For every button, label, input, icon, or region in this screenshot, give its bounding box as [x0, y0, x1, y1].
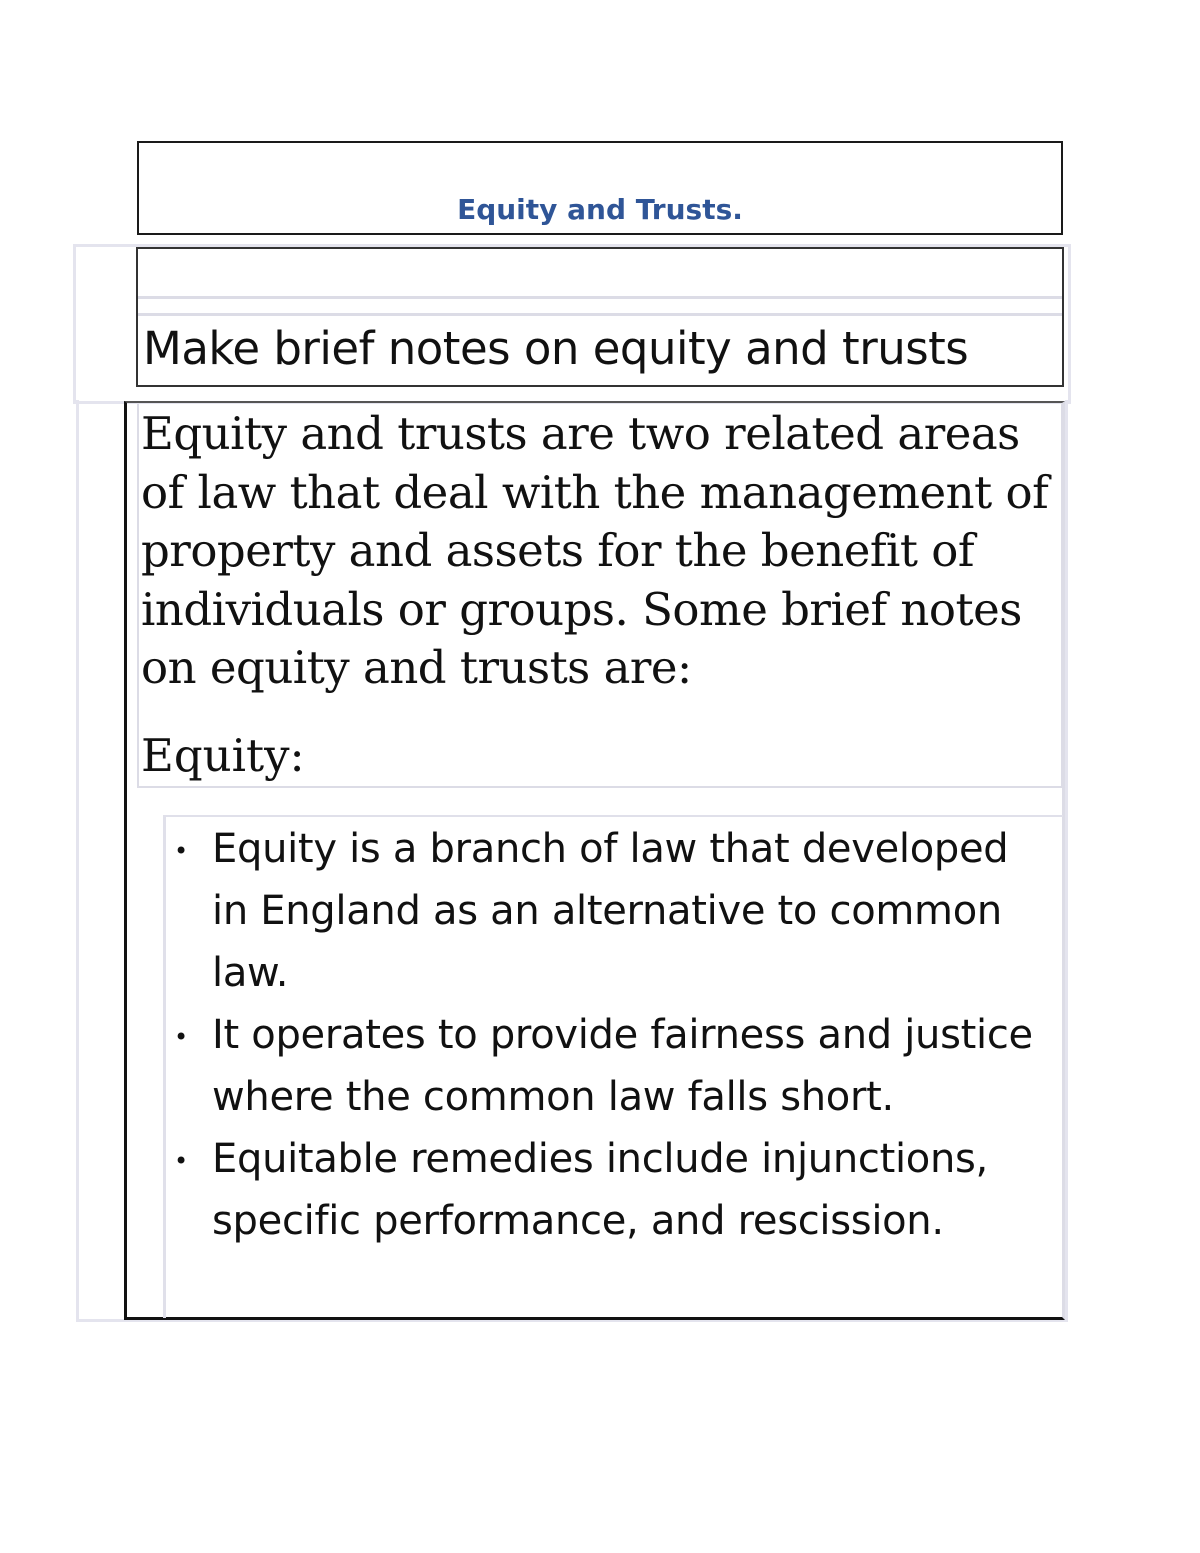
list-item	[166, 818, 1056, 1004]
bullet-icon: •	[174, 1147, 188, 1175]
bullet-list	[166, 818, 1056, 1252]
question-divider	[138, 296, 1062, 299]
bullet-icon: •	[174, 837, 188, 865]
list-item-text: Equitable remedies include injunctions, specific performance, and rescission.	[212, 1136, 988, 1244]
intro-paragraph: Equity and trusts are two related areas of law that deal with the management of property and assets for the benefit of individuals or groups. Some brief notes on equity and trusts are:	[141, 407, 1049, 694]
document-title: Equity and Trusts.	[457, 193, 743, 226]
question-text: Make brief notes on equity and trusts	[143, 322, 969, 375]
list-item	[166, 1004, 1056, 1128]
section-heading: Equity:	[141, 729, 305, 782]
bullet-icon: •	[174, 1023, 188, 1051]
list-item-text: Equity is a branch of law that developed in England as an alternative to common law.	[212, 826, 1009, 996]
list-item	[166, 1128, 1056, 1252]
question-divider	[138, 313, 1062, 316]
list-item-text: It operates to provide fairness and justice where the common law falls short.	[212, 1012, 1033, 1120]
